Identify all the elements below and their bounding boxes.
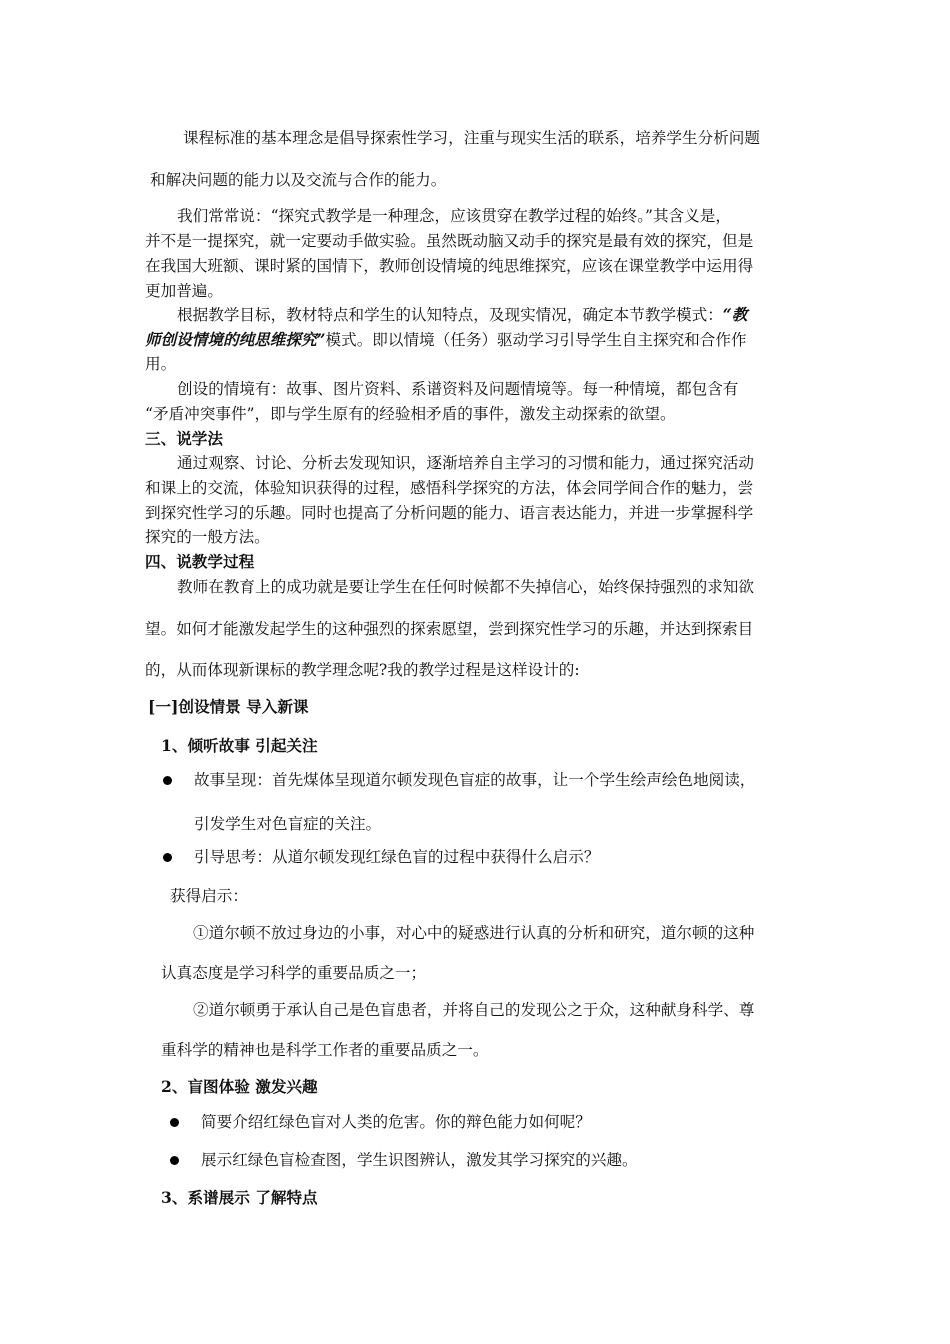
paragraph-line: 重科学的精神也是科学工作者的重要品质之一。 (161, 1041, 489, 1059)
bullet-text: 展示红绿色盲检查图，学生识图辨认，激发其学习探究的兴趣。 (201, 1151, 638, 1169)
bullet-text: 简要介绍红绿色盲对人类的危害。你的辩色能力如何呢？ (201, 1113, 591, 1131)
bullet-text: 引发学生对色盲症的关注。 (194, 815, 382, 833)
paragraph-line: ②道尔顿勇于承认自己是色盲患者，并将自己的发现公之于众，这种献身科学、尊 (193, 1001, 755, 1019)
step-heading: 2、盲图体验 激发兴趣 (161, 1077, 318, 1096)
bullet-text: 故事呈现：首先煤体呈现道尔顿发现色盲症的故事，让一个学生绘声绘色地阅读， (194, 771, 756, 789)
subsection-heading: [一]创设情景 导入新课 (148, 697, 309, 716)
section-heading: 四、说教学过程 (145, 552, 255, 571)
paragraph-line: 的，从而体现新课标的教学理念呢?我的教学过程是这样设计的: (145, 661, 580, 679)
paragraph-line: ①道尔顿不放过身边的小事，对心中的疑惑进行认真的分析和研究，道尔顿的这种 (193, 924, 755, 942)
paragraph-line: 用。 (145, 355, 177, 373)
paragraph-text: 根据教学目标，教材特点和学生的认知特点，及现实情况，确定本节教学模式： (177, 306, 723, 324)
paragraph-line: “矛盾冲突事件”，即与学生原有的经验相矛盾的事件，激发主动探索的欲望。 (145, 405, 676, 423)
paragraph-line: 认真态度是学习科学的重要品质之一； (161, 964, 427, 982)
paragraph-line: 我们常常说：“探究式教学是一种理念，应该贯穿在教学过程的始终。”其含义是， (177, 207, 731, 225)
bullet-icon (170, 1156, 179, 1165)
paragraph-line: 望。如何才能激发起学生的这种强烈的探索愿望，尝到探究性学习的乐趣，并达到探索目 (145, 620, 754, 638)
bullet-icon (170, 1118, 179, 1127)
paragraph-line (177, 305, 747, 325)
paragraph-line: 课程标准的基本理念是倡导探索性学习，注重与现实生活的联系，培养学生分析问题 (183, 129, 760, 147)
paragraph-line: 到探究性学习的乐趣。同时也提高了分析问题的能力、语言表达能力，并进一步掌握科学 (145, 504, 754, 522)
bullet-text: 引导思考：从道尔顿发现红绿色盲的过程中获得什么启示？ (194, 848, 600, 866)
emphasis-text: 师创设情境的纯思维探究” (145, 330, 326, 349)
emphasis-text: “教 (722, 305, 748, 324)
paragraph-line: 创设的情境有：故事、图片资料、系谱资料及问题情境等。每一种情境，都包含有 (177, 380, 739, 398)
paragraph-line: 获得启示： (170, 887, 248, 905)
bullet-icon (163, 853, 172, 862)
paragraph-line: 在我国大班额、课时紧的国情下，教师创设情境的纯思维探究，应该在课堂教学中运用得 (145, 257, 754, 275)
paragraph-line: 和解决问题的能力以及交流与合作的能力。 (150, 171, 447, 189)
paragraph-text: 模式。即以情境（任务）驱动学习引导学生自主探究和合作作 (325, 331, 747, 349)
paragraph-line: 更加普遍。 (145, 282, 223, 300)
section-heading: 三、说学法 (145, 429, 223, 448)
bullet-icon (163, 776, 172, 785)
paragraph-line: 并不是一提探究，就一定要动手做实验。虽然既动脑又动手的探究是最有效的探究，但是 (145, 232, 754, 250)
step-heading: 3、系谱展示 了解特点 (161, 1188, 318, 1207)
paragraph-line: 通过观察、讨论、分析去发现知识，逐渐培养自主学习的习惯和能力，通过探究活动 (177, 454, 754, 472)
paragraph-line (145, 330, 747, 350)
paragraph-line: 探究的一般方法。 (145, 528, 270, 546)
step-heading: 1、倾听故事 引起关注 (161, 736, 318, 755)
paragraph-line: 教师在教育上的成功就是要让学生在任何时候都不失掉信心，始终保持强烈的求知欲 (177, 578, 754, 596)
paragraph-line: 和课上的交流，体验知识获得的过程，感悟科学探究的方法，体会同学间合作的魅力，尝 (145, 479, 754, 497)
